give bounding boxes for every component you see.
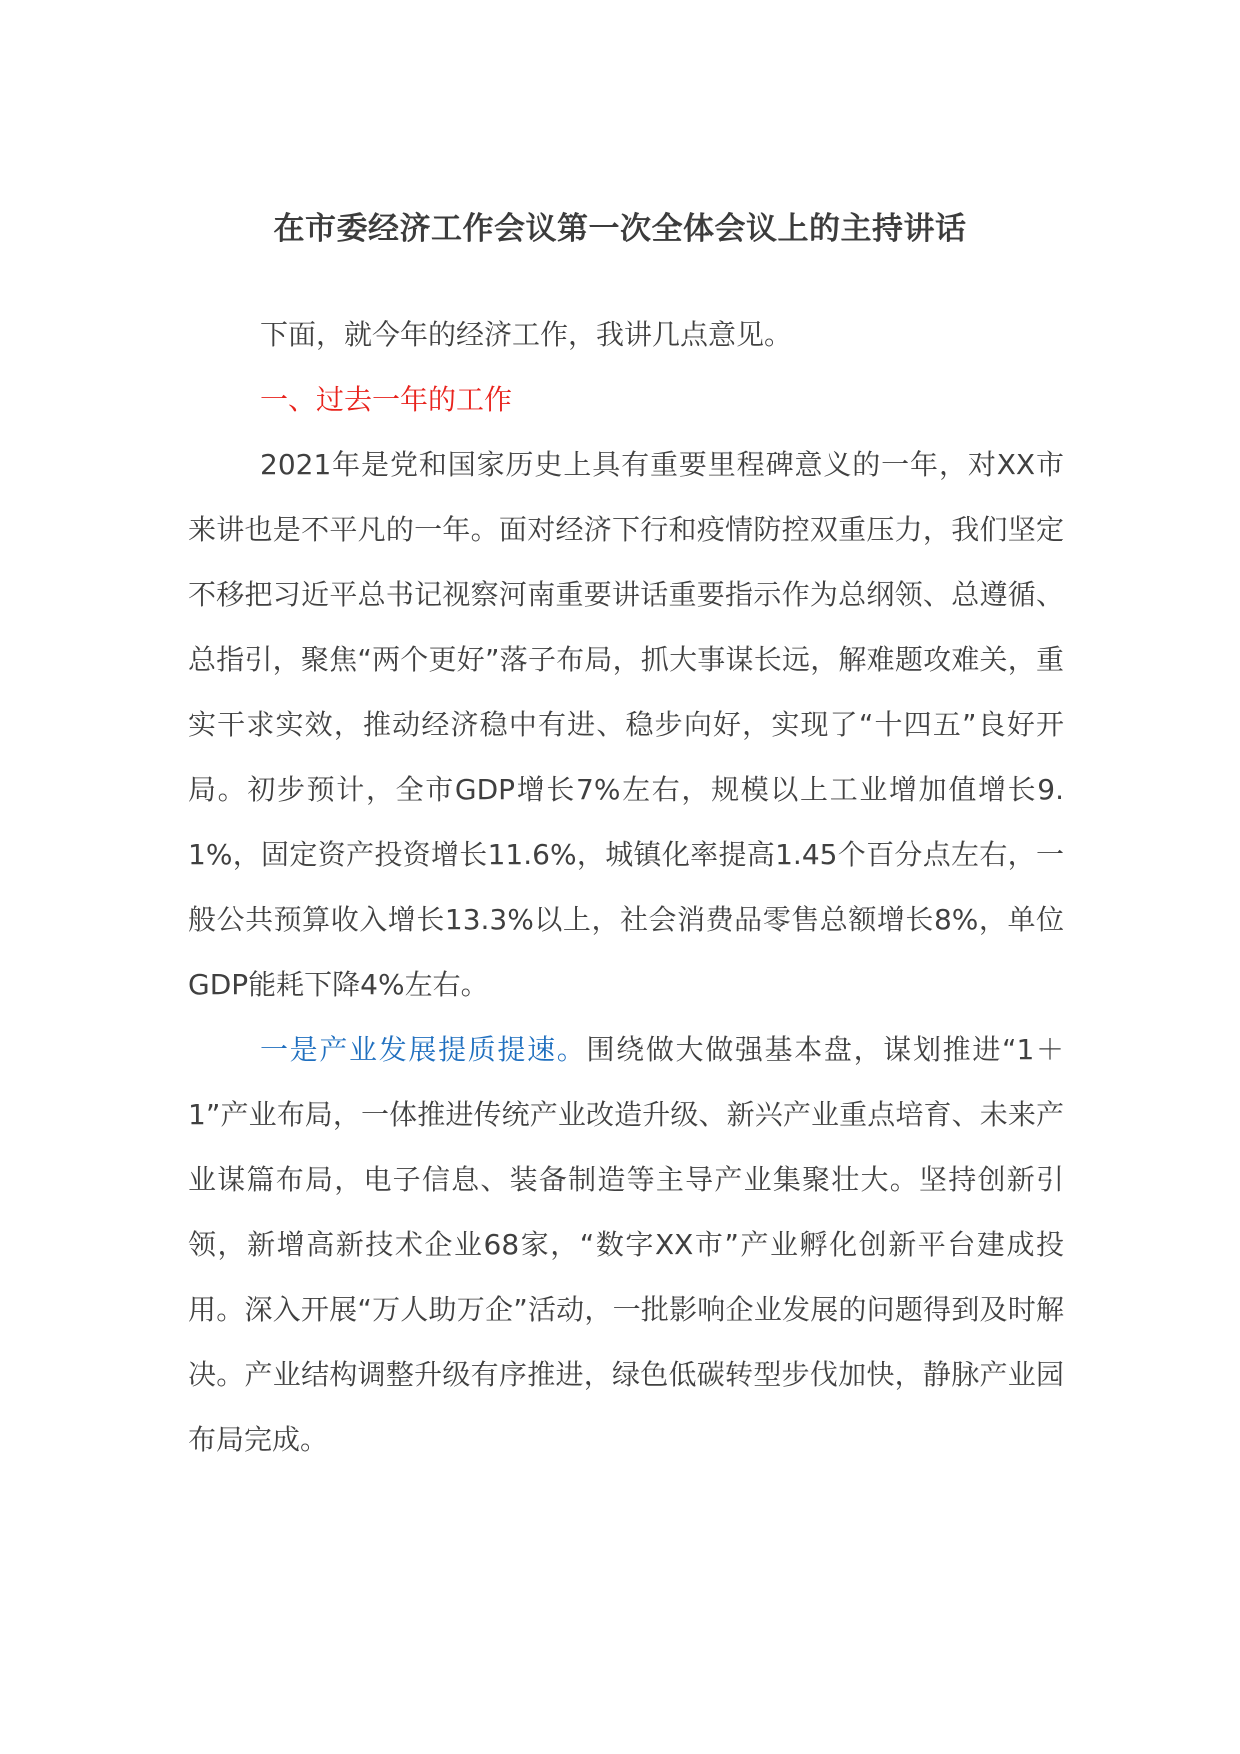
point-lead: 一是产业发展提质提速。: [260, 1033, 587, 1066]
point-text: 围绕做大做强基本盘，谋划推进“1＋1”产业布局，一体推进传统产业改造升级、新兴产业重点培育、未来产业谋篇布局，电子信息、装备制造等主导产业集聚壮大。坚持创新引领，新增高新技术企业68家，“数字XX市”产业孵化创新平台建成投用。深入开展“万人助万企”活动，一批影响企业发展的问题得到及时解决。产业结构调整升级有序推进，绿色低碳转型步伐加快，静脉产业园布局完成。: [188, 1033, 1064, 1456]
intro-paragraph: 下面，就今年的经济工作，我讲几点意见。: [260, 318, 793, 351]
document-body: [188, 302, 1064, 1472]
section-heading: 一、过去一年的工作: [260, 383, 513, 416]
summary-paragraph: 2021年是党和国家历史上具有重要里程碑意义的一年，对XX市来讲也是不平凡的一年。面对经济下行和疫情防控双重压力，我们坚定不移把习近平总书记视察河南重要讲话重要指示作为总纲领、总遵循、总指引，聚焦“两个更好”落子布局，抓大事谋长远，解难题攻难关，重实干求实效，推动经济稳中有进、稳步向好，实现了“十四五”良好开局。初步预计，全市GDP增长7%左右，规模以上工业增加值增长9.1%，固定资产投资增长11.6%，城镇化率提高1.45个百分点左右，一般公共预算收入增长13.3%以上，社会消费品零售总额增长8%，单位GDP能耗下降4%左右。: [188, 448, 1064, 1001]
document-title: 在市委经济工作会议第一次全体会议上的主持讲话: [273, 211, 967, 247]
point-paragraph: [188, 1017, 1064, 1472]
